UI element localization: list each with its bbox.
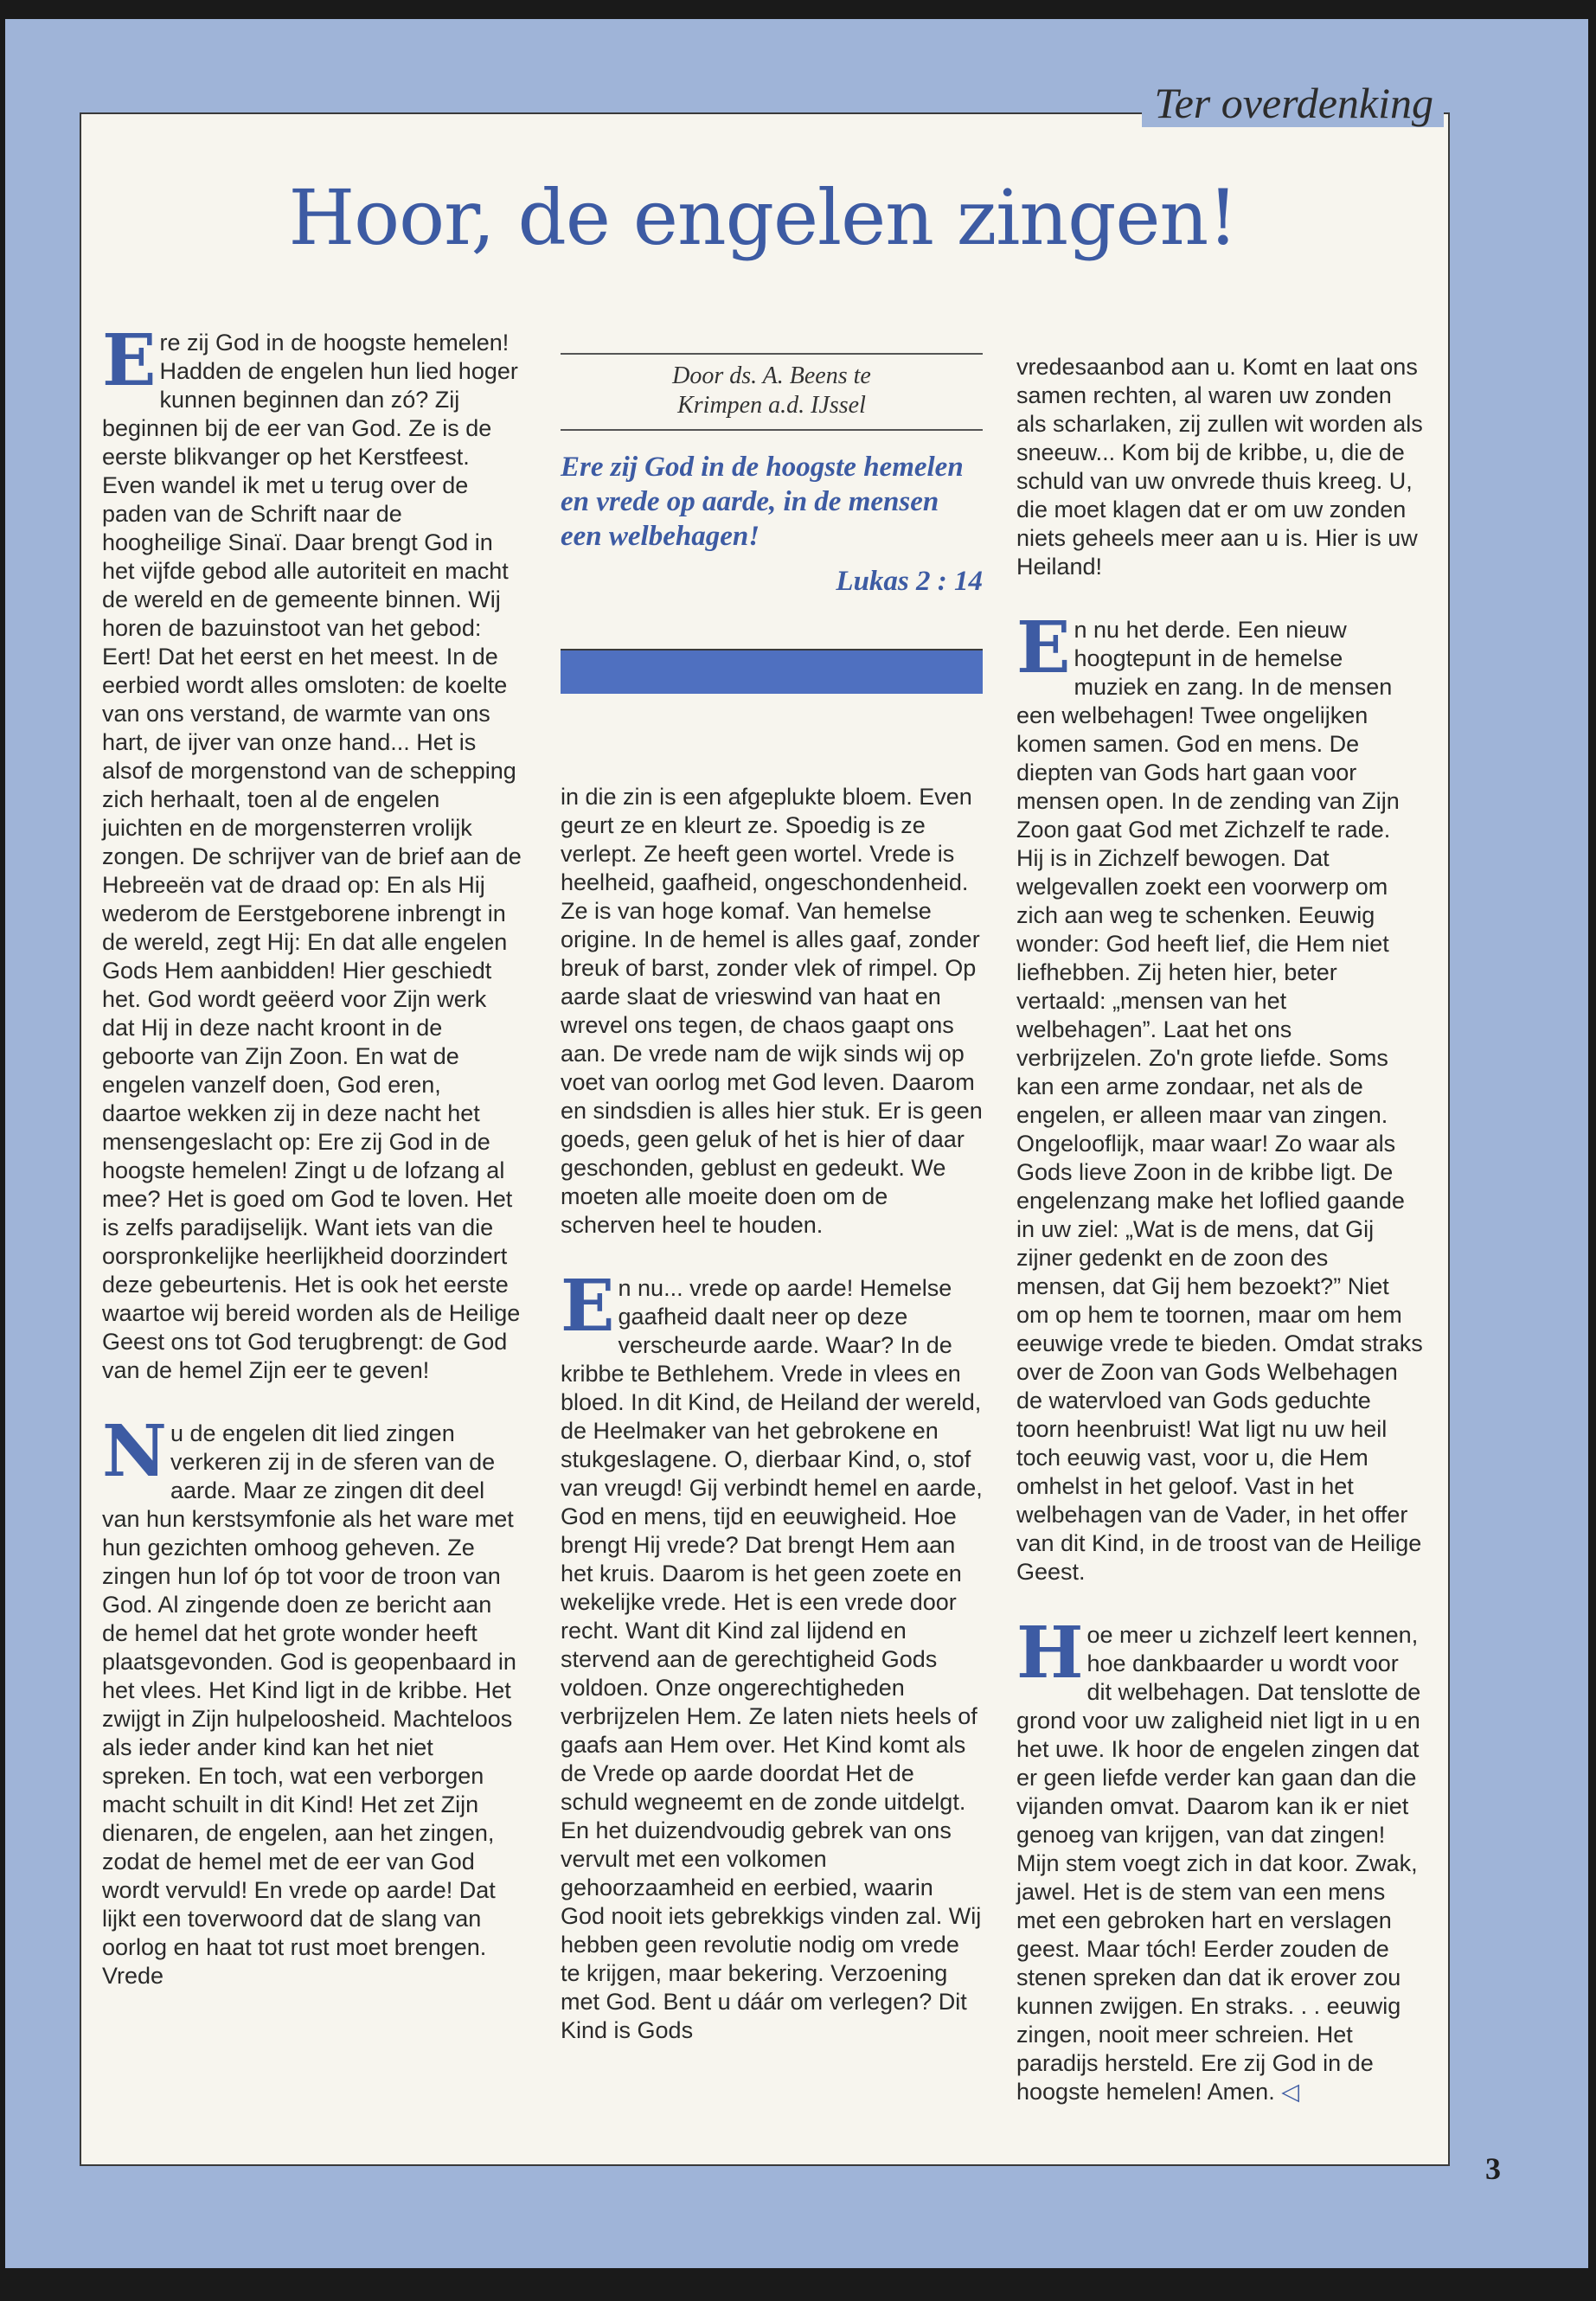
paragraph xyxy=(1016,1612,1423,2106)
drop-cap: N xyxy=(102,1410,167,1493)
paragraph-text: re zij God in de hoogste hemelen! Hadden de engelen hun lied hoger kunnen beginnen dan zó? Zij beginnen bij de eer van God. Ze is de eerste blikvanger op het Kerstfeest. Even wandel ik met u terug over de paden van de Schrift naar de hoogheilige Sinaï. Daar brengt God in het vijfde gebod alle autoriteit en macht de wereld en de gemeente binnen. Wij horen de bazuinstoot van het gebod: Eert! Dat het eerst en het meest. In de eerbied wordt alles omsloten: de koelte van ons verstand, de warmte van ons hart, de ijver van onze hand... Het is alsof de morgenstond van de schepping zich herhaalt, toen al de engelen juichten en de morgensterren vrolijk zongen. De schrijver van de brief aan de Hebreeën vat de draad op: En als Hij wederom de Eerstgeborene inbrengt in de wereld, zegt Hij: En dat alle engelen Gods Hem aanbidden! Hier geschiedt het. God wordt geëerd voor Zijn werk dat Hij in deze nacht kroont in de geboorte van Zijn Zoon. En wat de engelen vanzelf doen, God eren, daartoe wekken zij in deze nacht het mensengeslacht op: Ere zij God in de hoogste hemelen! Zingt u de lofzang al mee? Het is goed om God te loven. Het is zelfs paradijselijk. Want iets van die oorspronkelijke heerlijkheid doorzindert deze gebeurtenis. Het is ook het eerste waartoe wij bereid worden als de Heilige Geest ons tot God terugbrengt: de God van de hemel Zijn eer te geven! xyxy=(102,330,522,1383)
paragraph-text: in die zin is een afgeplukte bloem. Even geurt ze en kleurt ze. Spoedig is ze verlept. Ze heeft geen wortel. Vrede is heelheid, gaafheid, ongeschondenheid. Ze is van hoge komaf. Van hemelse origine. In de hemel is alles gaaf, zonder breuk of barst, zonder vlek of rimpel. Op aarde slaat de vrieswind van haat en wrevel ons tegen, de chaos gaapt ons aan. De vrede nam de wijk sinds wij op voet van oorlog met God leven. Daarom en sindsdien is alles hier stuk. Er is geen goeds, geen geluk of het is hier of daar geschonden, geblust en gedeukt. We moeten alle moeite doen om de scherven heel te houden. xyxy=(561,784,983,1238)
quote-text: Ere zij God in de hoogste hemelen en vrede op aarde, in de mensen een welbehagen! xyxy=(561,452,964,552)
drop-cap: E xyxy=(561,1265,615,1348)
column-2-header xyxy=(561,353,983,694)
drop-cap: H xyxy=(1016,1612,1084,1695)
page-number: 3 xyxy=(1485,2151,1501,2186)
drop-cap: E xyxy=(102,319,157,402)
author-line-2: Krimpen a.d. IJssel xyxy=(677,392,866,419)
end-mark-icon: ◁ xyxy=(1281,2079,1299,2105)
paragraph xyxy=(1016,606,1423,1586)
decorative-bar xyxy=(561,649,983,694)
paragraph-text: n nu het derde. Een nieuw hoogtepunt in de hemelse muziek en zang. In de mensen een welbehagen! Twee ongelijken komen samen. God en mens. De diepten van Gods hart gaan voor mensen open. In de zending van Zijn Zoon gaat God met Zichzelf te rade. Hij is in Zichzelf bewogen. Dat welgevallen zoekt een voorwerp om zich aan weg te schenken. Eeuwig wonder: God heeft lief, die Hem niet liefhebben. Zij heten hier, beter vertaald: „mensen van het welbehagen”. Laat het ons verbrijzelen. Zo'n grote liefde. Soms kan een arme zondaar, net als de engelen, er alleen maar van zingen. Ongelooflijk, maar waar! Zo waar als Gods lieve Zoon in de kribbe ligt. De engelenzang make het loflied gaande in uw ziel: „Wat is de mens, dat Gij zijner gedenkt en de zoon des mensen, dat Gij hem bezoekt?” Niet om op hem te toornen, maar om hem eeuwige vrede te bieden. Omdat straks over de Zoon van Gods Welbehagen de watervloed van Gods geduchte toorn heenbruist! Wat ligt nu uw heil toch eeuwig vast, voor u, die Hem omhelst in het geloof. Vast in het welbehagen van de Vader, in het offer van dit Kind, in de troost van de Heilige Geest. xyxy=(1016,617,1423,1585)
section-label: Ter overdenking xyxy=(1142,80,1444,127)
paragraph xyxy=(102,1410,522,1990)
paragraph-text: n nu... vrede op aarde! Hemelse gaafheid daalt neer op deze verscheurde aarde. Waar? In de kribbe te Bethlehem. Vrede in vlees en bloed. In dit Kind, de Heiland der wereld, de Heelmaker van het gebrokene en stukgeslagene. O, dierbaar Kind, o, stof van vreugd! Gij verbindt hemel en aarde, God en mens, tijd en eeuwigheid. Hoe brengt Hij vrede? Dat brengt Hem aan het kruis. Daarom is het geen zoete en wekelijke vrede. Het is een vrede door recht. Want dit Kind zal lijdend en stervend aan de gerechtigheid Gods voldoen. Onze ongerechtigheden verbrijzelen Hem. Ze laten niets heels of gaafs aan Hem over. Het Kind komt als de Vrede op aarde doordat Het de schuld wegneemt en de zonde uitdelgt. En het duizendvoudig gebrek van ons vervult met een volkomen gehoorzaamheid en eerbied, waarin God nooit iets gebrekkigs vinden zal. Wij hebben geen revolutie nodig om vrede te krijgen, maar bekering. Verzoening met God. Bent u dáár om verlegen? Dit Kind is Gods xyxy=(561,1275,983,2043)
paragraph xyxy=(102,319,522,1385)
author-line-1: Door ds. A. Beens te xyxy=(672,362,871,389)
paragraph xyxy=(561,783,983,1240)
paragraph xyxy=(1016,353,1423,581)
quote-reference: Lukas 2 : 14 xyxy=(836,566,983,597)
column-3 xyxy=(1016,353,1423,2106)
column-2 xyxy=(561,783,983,2045)
paragraph xyxy=(561,1265,983,2045)
paragraph-text: oe meer u zichzelf leert kennen, hoe dankbaarder u wordt voor dit welbehagen. Dat tenslotte de grond voor uw zaligheid niet ligt in u en het uwe. Ik hoor de engelen zingen dat er geen liefde verder kan gaan dan die vijanden omvat. Daarom kan ik er niet genoeg van krijgen, van dat zingen! Mijn stem voegt zich in dat koor. Zwak, jawel. Het is de stem van een mens met een gebroken hart en verslagen geest. Maar tóch! Eerder zouden de stenen spreken dan dat ik erover zou kunnen zwijgen. En straks. . . eeuwig zingen, nooit meer schreien. Het paradijs hersteld. Ere zij God in de hoogste hemelen! Amen. xyxy=(1016,1622,1421,2105)
drop-cap: E xyxy=(1016,606,1071,689)
paragraph-text: u de engelen dit lied zingen verkeren zij in de sferen van de aarde. Maar ze zingen dit deel van hun kerstsymfonie als het ware met hun gezichten omhoog geheven. Ze zingen hun lof óp tot voor de troon van God. Al zingende doen ze bericht aan de hemel dat het grote wonder heeft plaatsgevonden. God is geopenbaard in het vlees. Het Kind ligt in de kribbe. Het zwijgt in Zijn hulpeloosheid. Machteloos als ieder ander kind kan het niet spreken. En toch, wat een verborgen macht schuilt in dit Kind! Het zet Zijn dienaren, de engelen, aan het zingen, zodat de hemel met de eer van God wordt vervuld! En vrede op aarde! Dat lijkt een toverwoord dat de slang van oorlog en haat tot rust moet brengen. Vrede xyxy=(102,1420,516,1989)
bible-quote xyxy=(561,450,983,599)
article-title: Hoor, de engelen zingen! xyxy=(288,173,1238,262)
paragraph-text: vredesaanbod aan u. Komt en laat ons samen rechten, al waren uw zonden als scharlaken, zij zullen wit worden als sneeuw... Kom bij de kribbe, u, die de schuld van uw onvrede thuis kreeg. U, die moet klagen dat er om uw zonden niets geheels meer aan u is. Hier is uw Heiland! xyxy=(1016,354,1423,580)
author-byline xyxy=(561,353,983,431)
column-1 xyxy=(102,319,522,1990)
